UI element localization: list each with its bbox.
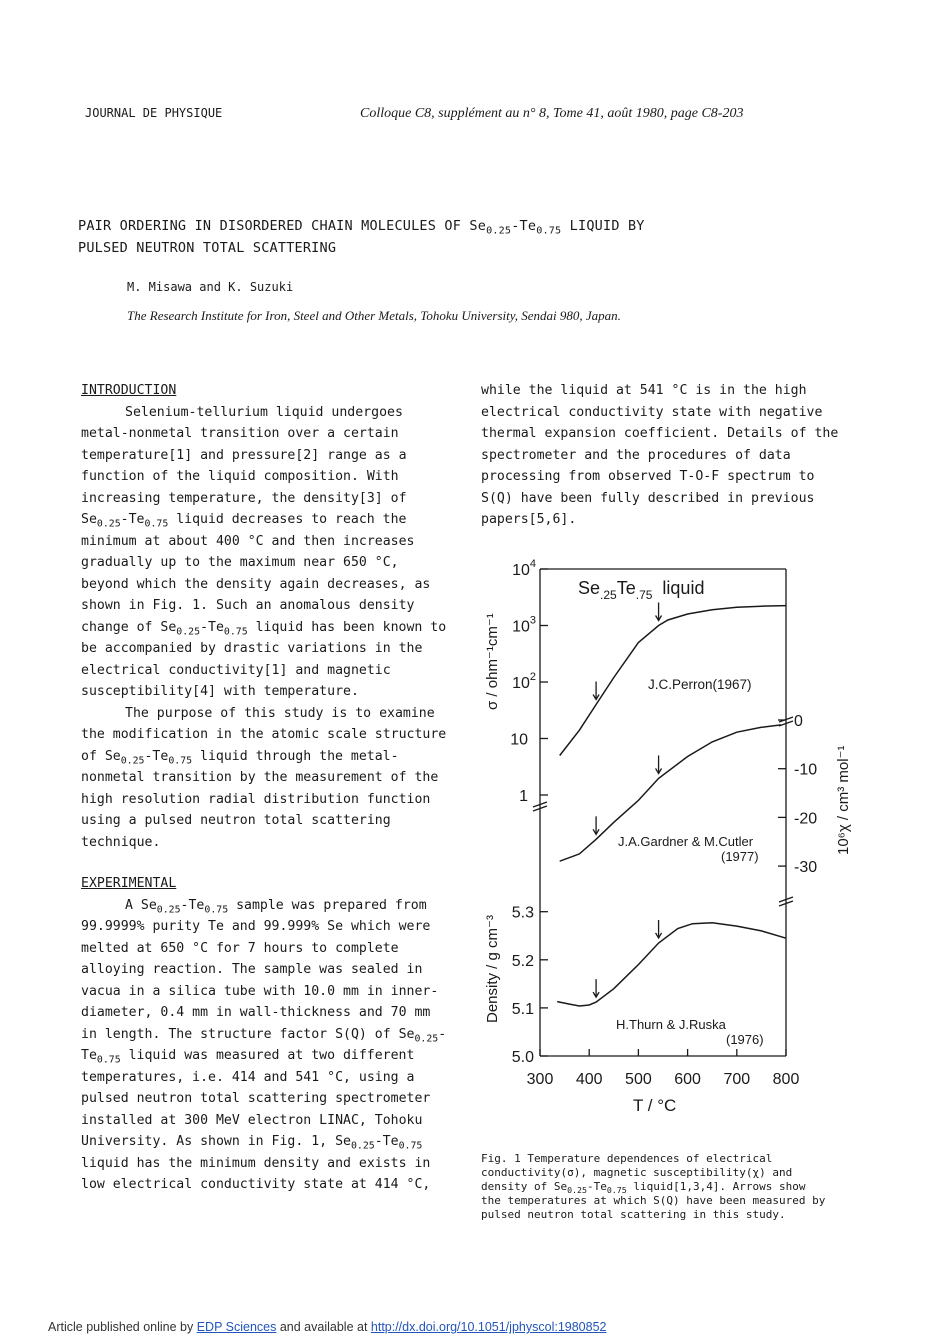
section-heading-experimental: EXPERIMENTAL bbox=[81, 876, 177, 891]
x-tick-label: 300 bbox=[526, 1071, 554, 1088]
sigma-tick-label: $10^4$ bbox=[512, 558, 536, 579]
authors: M. Misawa and K. Suzuki bbox=[127, 280, 294, 294]
affiliation: The Research Institute for Iron, Steel and Other Metals, Tohoku University, Sendai 980, Japan. bbox=[127, 308, 621, 323]
chi-tick-label: -10 bbox=[794, 761, 818, 779]
density-tick-label: 5.1 bbox=[511, 1000, 534, 1018]
intro-paragraph-2: The purpose of this study is to examine the modification in the atomic scale structure of $Se_{0.25}-Te_{0.75}$ liquid through the metal-nonmetal transition by the measurement of the high resolution radial distribution function using a pulsed neutron total scattering technique. bbox=[81, 705, 447, 850]
measurement-arrow bbox=[656, 920, 662, 938]
figure-ref-perron: J.C.Perron(1967) bbox=[648, 677, 752, 692]
journal-name: JOURNAL DE PHYSIQUE bbox=[85, 106, 223, 120]
x-tick-label: 400 bbox=[575, 1071, 603, 1088]
intro-paragraph-1: Selenium-tellurium liquid undergoes metal-nonmetal transition over a certain temperature[1] and pressure[2] range as a function of the liquid composition. With increasing temperature, the density[3] of $Se_{0.25}-Te_{0.75}$ liquid decreases to reach the minimum at about 400 °C and then increases gradually up to the maximum near 650 °C, beyond which the density again decreases, as shown in Fig. 1. Such an anomalous density change of $Se_{0.25}-Te_{0.75}$ liquid has been known to be accompanied by drastic variations in the electrical conductivity[1] and magnetic susceptibility[4] with temperature. bbox=[81, 404, 447, 699]
sigma-tick-label: 10 bbox=[510, 731, 528, 749]
figure-ref-thurn: H.Thurn & J.Ruska bbox=[616, 1017, 726, 1032]
sigma-axis-label: σ / ohm⁻¹cm⁻¹ bbox=[484, 613, 501, 710]
sigma-tick-label: $10^2$ bbox=[512, 671, 536, 692]
measurement-arrow bbox=[593, 681, 599, 699]
density-tick-label: 5.3 bbox=[511, 904, 534, 922]
chi-axis-label: 10⁶χ / cm³ mol⁻¹ bbox=[835, 745, 852, 855]
x-tick-label: 500 bbox=[625, 1071, 652, 1088]
measurement-arrow bbox=[656, 755, 662, 773]
chi-tick-label: -30 bbox=[794, 859, 818, 877]
figure-labels bbox=[484, 578, 852, 1115]
figure-ref-thurn-year: (1976) bbox=[726, 1032, 764, 1047]
issue-info: Colloque C8, supplément au n° 8, Tome 41, août 1980, page C8-203 bbox=[360, 106, 744, 121]
figure-ref-gardner-year: (1977) bbox=[721, 849, 759, 864]
footer: Article published online by EDP Sciences and available at http://dx.doi.org/10.1051/jphyscol:1980852 bbox=[48, 1320, 607, 1334]
right-column-paragraph: while the liquid at 541 °C is in the high electrical conductivity state with negative thermal expansion coefficient. Details of the spectrometer and the procedures of data processing from observed T-O-F spectrum to S(Q) have been fully described in previous papers[5,6]. bbox=[481, 383, 839, 527]
measurement-arrow bbox=[593, 979, 599, 997]
right-column bbox=[481, 380, 853, 531]
x-axis-label: T / °C bbox=[633, 1096, 677, 1115]
experimental-paragraph: A $Se_{0.25}-Te_{0.75}$ sample was prepared from 99.9999% purity Te and 99.999% Se which were melted at 650 °C for 7 hours to complete alloying reaction. The sample was sealed in vacua in a silica tube with 10.0 mm in inner-diameter, 0.4 mm in wall-thickness and 70 mm in length. The structure factor S(Q) of $Se_{0.25}-Te_{0.75}$ liquid was measured at two different temperatures, i.e. 414 and 541 °C, using a pulsed neutron total scattering spectrometer installed at 300 MeV electron LINAC, Tohoku University. As shown in Fig. 1, $Se_{0.25}-Te_{0.75}$ liquid has the minimum density and exists in low electrical conductivity state at 414 °C, bbox=[81, 897, 447, 1192]
figure-caption: Fig. 1 Temperature dependences of electrical conductivity(σ), magnetic susceptibility(χ) and density of $Se_{0.25}-Te_{0.75}$ liquid[1,3,4]. Arrows show the temperatures at which S(Q) have been measured by pulsed neutron total scattering in this study. bbox=[481, 1152, 826, 1221]
x-tick-label: 600 bbox=[674, 1071, 701, 1088]
x-tick-label: 700 bbox=[723, 1071, 751, 1088]
density-curve bbox=[557, 923, 786, 1006]
sigma-tick-label: 1 bbox=[519, 788, 528, 805]
figure-label-composition: $Se_{.25}Te_{.75}$ liquid bbox=[578, 578, 705, 602]
edp-link[interactable]: EDP Sciences bbox=[196, 1320, 277, 1334]
sigma-tick-label: $10^3$ bbox=[512, 614, 536, 636]
density-tick-label: 5.0 bbox=[511, 1049, 534, 1066]
density-tick-label: 5.2 bbox=[511, 952, 534, 970]
measurement-arrow bbox=[593, 816, 599, 834]
paper-title: PAIR ORDERING IN DISORDERED CHAIN MOLECULES OF $Se_{0.25}-Te_{0.75}$ LIQUID BY PULSED NEUTRON TOTAL SCATTERING bbox=[78, 218, 645, 256]
figure-curves bbox=[557, 603, 786, 1007]
doi-link[interactable]: http://dx.doi.org/10.1051/jphyscol:1980852 bbox=[370, 1320, 607, 1334]
measurement-arrow bbox=[656, 603, 662, 621]
figure-1 bbox=[470, 555, 870, 1125]
left-column bbox=[81, 380, 453, 1196]
figure-ref-gardner: J.A.Gardner & M.Cutler bbox=[618, 834, 754, 849]
chi-tick-label: 0 bbox=[794, 713, 803, 730]
density-axis-label: Density / g cm⁻³ bbox=[484, 915, 501, 1023]
figure-axes bbox=[510, 558, 817, 1088]
section-heading-introduction: INTRODUCTION bbox=[81, 383, 177, 398]
chi-tick-label: -20 bbox=[794, 810, 818, 828]
x-tick-label: 800 bbox=[772, 1071, 800, 1088]
